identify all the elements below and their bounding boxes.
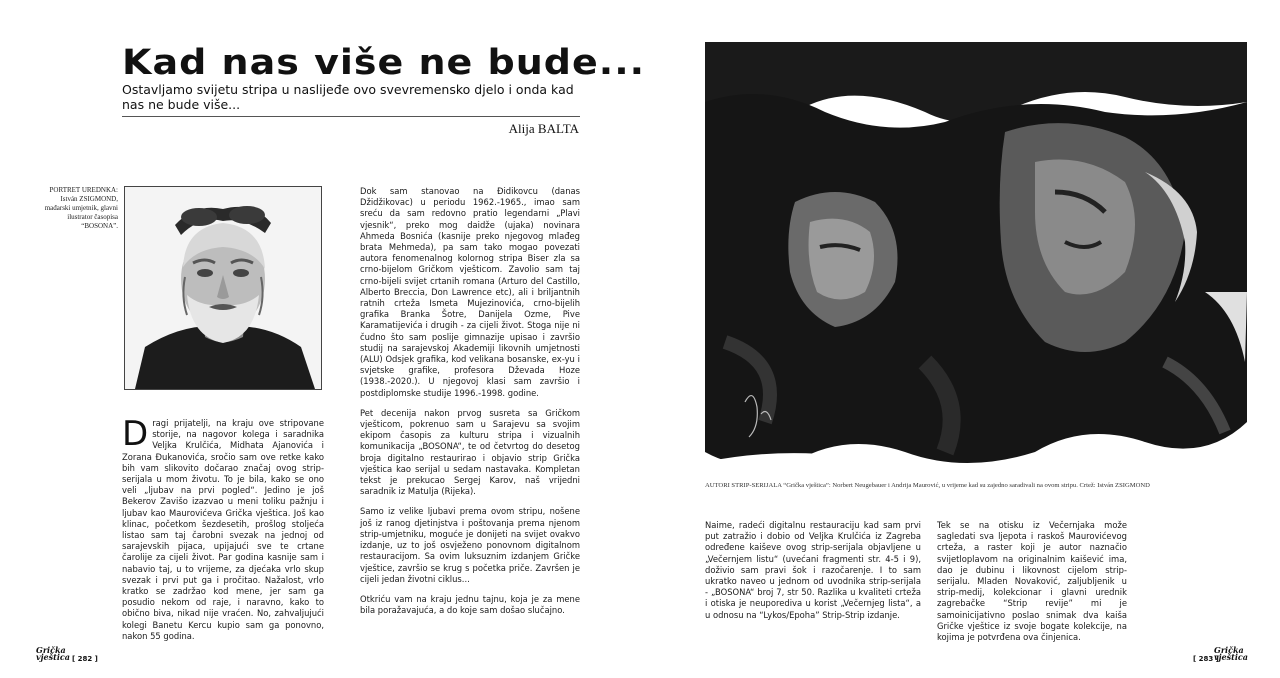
paragraph: Naime, radeći digitalnu restauraciju kad sam prvi put zatražio i dobio od Veljka Krulčića iz Zagreba određene kaiševe ovog strip-serijala objavljene u „Večernjem listu“ (uvećani fragmenti str. 4-5 i 9), doživio sam pravi šok i razočarenje. I to sam ukratko naveo u jednom od uvodnika strip-serijala - „BOSONA“ broj 7, str 50. Razlika u kvaliteti crteža i otiska je neuporediva u korist „Večernjeg lista“, a u odnosu na “Lykos/Epoha” Strip-Strip izdanje. [705, 520, 921, 620]
magazine-logo-left: Grička vještica [36, 645, 70, 662]
article-column-1 [122, 414, 324, 651]
portrait-caption: PORTRET UREDNKA: István ZSIGMOND, mađarski umjetnik, glavni ilustrator časopisa “BOSONA”. [44, 186, 118, 230]
paragraph: Dok sam stanovao na Đidikovcu (danas Džidžikovac) u periodu 1962.-1965., imao sam sreću da sam redovno pratio legendarni „Plavi vjesnik“, preko mog daidže (ujaka) novinara Ahmeda Bosnića (kasnije preko njegovog mlađeg brata Mehmeda), pa sam tako mogao povezati autora fenomenalnog kolornog stripa Biser zla sa crno-bijelom Gričkom vješticom. Zavolio sam taj crno-bijeli svijet crtanih romana (Arturo del Castillo, Alberto Breccia, Don Lawrence etc), ali i briljantnih ratnih crteža Ismeta Mujezinovića, crno-bijelih grafika Branka Šotre, Danijela Ozme, Pive Karamatijevića i drugih - za cijeli život. Stoga nije ni čudno što sam poslije gimnazije upisao i završio studij na sarajevskoj Akademiji likovnih umjetnosti (ALU) Odsjek grafika, kod velikana bosanske, ex-yu i svjetske grafike, profesora Dževada Hoze (1938.-2020.). U njegovoj klasi sam završio i postdiplomske studije 1996.-1998. godine. [360, 186, 580, 398]
article-column-3 [705, 520, 921, 630]
article-title: Kad nas više ne bude... [122, 42, 646, 83]
editor-portrait-image [124, 186, 322, 390]
paragraph: Samo iz velike ljubavi prema ovom stripu, nošene još iz ranog djetinjstva i poštovanja prema njenom strip-umjetniku, moguće je donijeti na svijet ovakvo izdanje, uz to još osvježeno ponovnom digitalnom restauracijom. Sa ovim luksuznim izdanjem Gričke vještice, završio se krug s početka priče. Završen je cijeli jedan životni ciklus... [360, 506, 580, 584]
article-column-4 [937, 520, 1127, 652]
paragraph: Otkriću vam na kraju jednu tajnu, koja je za mene bila poražavajuća, a do koje sam došao slučajno. [360, 593, 580, 616]
article-subtitle: Ostavljamo svijetu stripa u naslijeđe ovo svevremensko djelo i onda kad nas ne bude više... [122, 82, 574, 112]
author-name: Alija BALTA [508, 121, 579, 136]
illustration-caption: AUTORI STRIP-SERIJALA “Grička vještica”: Norbert Neugebauer i Andrija Maurović, u vrijeme kad su zajedno saradivali na ovom stripu. Crtež: István ZSIGMOND [705, 482, 1150, 489]
paragraph: Pet decenija nakon prvog susreta sa Gričkom vješticom, pokrenuo sam u Sarajevu sa svojim ekipom časopis za kulturu stripa i vizualnih komunikacija „BOSONA“, te od četvrtog do desetog broja digitalno restaurirao i objavio strip Grička vještica kao serijal u sedam nastavaka. Kompletan tekst je prekucao Sergej Karov, naš vrijedni saradnik iz Matulja (Rijeka). [360, 407, 580, 497]
paragraph-text: ragi prijatelji, na kraju ove stripovane storije, na nagovor kolega i saradnika Veljka Krulčića, Midhata Ajanovića i Zorana Đukanovića, sročio sam ove retke kako bih vam slikovito dočarao značaj ovog strip-serijala u mom životu. To je bila, kako se ono veli „ljubav na prvi pogled“. Jedino je još Bekerov Zavišo izazvao u meni toliku pažnju i ljubav kao Maurovićeva Grička vještica. Još kao klinac, početkom šezdesetih, prošlog stoljeća listao sam taj čarobni svezak na jednoj od sarajevskih pijaca, upijajući sve te crtane čarolije za cijeli život. Par godina kasnije sam i nabavio taj, u to vrijeme, za djećaka vrlo skup svezak i prvi put ga i pročitao. Nažalost, vrlo kratko se zadržao kod mene, jer sam ga posudio nekom od raje, i naravno, kako to obično biva, nikad nije vraćen. No, zahvaljujući kolegi Banetu Kercu kupio sam ga ponovno, nakon 55 godina. [122, 418, 324, 641]
drop-cap: D [122, 414, 149, 454]
paragraph [122, 414, 324, 642]
article-column-2 [360, 186, 580, 625]
magazine-logo-right: Grička vještica [1214, 645, 1248, 662]
title-divider [122, 116, 580, 117]
page-number-left: [ 282 ] [72, 655, 98, 663]
page-number-right: [ 283 ] [1193, 655, 1219, 663]
authors-illustration-image [705, 42, 1247, 474]
portrait-illustration [125, 187, 321, 389]
ink-painting-illustration [705, 42, 1247, 474]
paragraph: Tek se na otisku iz Večernjaka može sagledati sva ljepota i raskoš Maurovićevog crteža, a raster koji je autor naznačio svijetloplavom na originalnim kaišević ima, dao je dubinu i likovnost cijelom strip-serijalu. Mladen Novaković, zaljubljenik u strip-medij, kolekcionar i glavni urednik zagrebačke “Strip revije” mi je samoinicijativno poslao snimak dva kaiša Gričke vještice iz svoje bogate kolekcije, na kojima je potvrđena ova činjenica. [937, 520, 1127, 643]
